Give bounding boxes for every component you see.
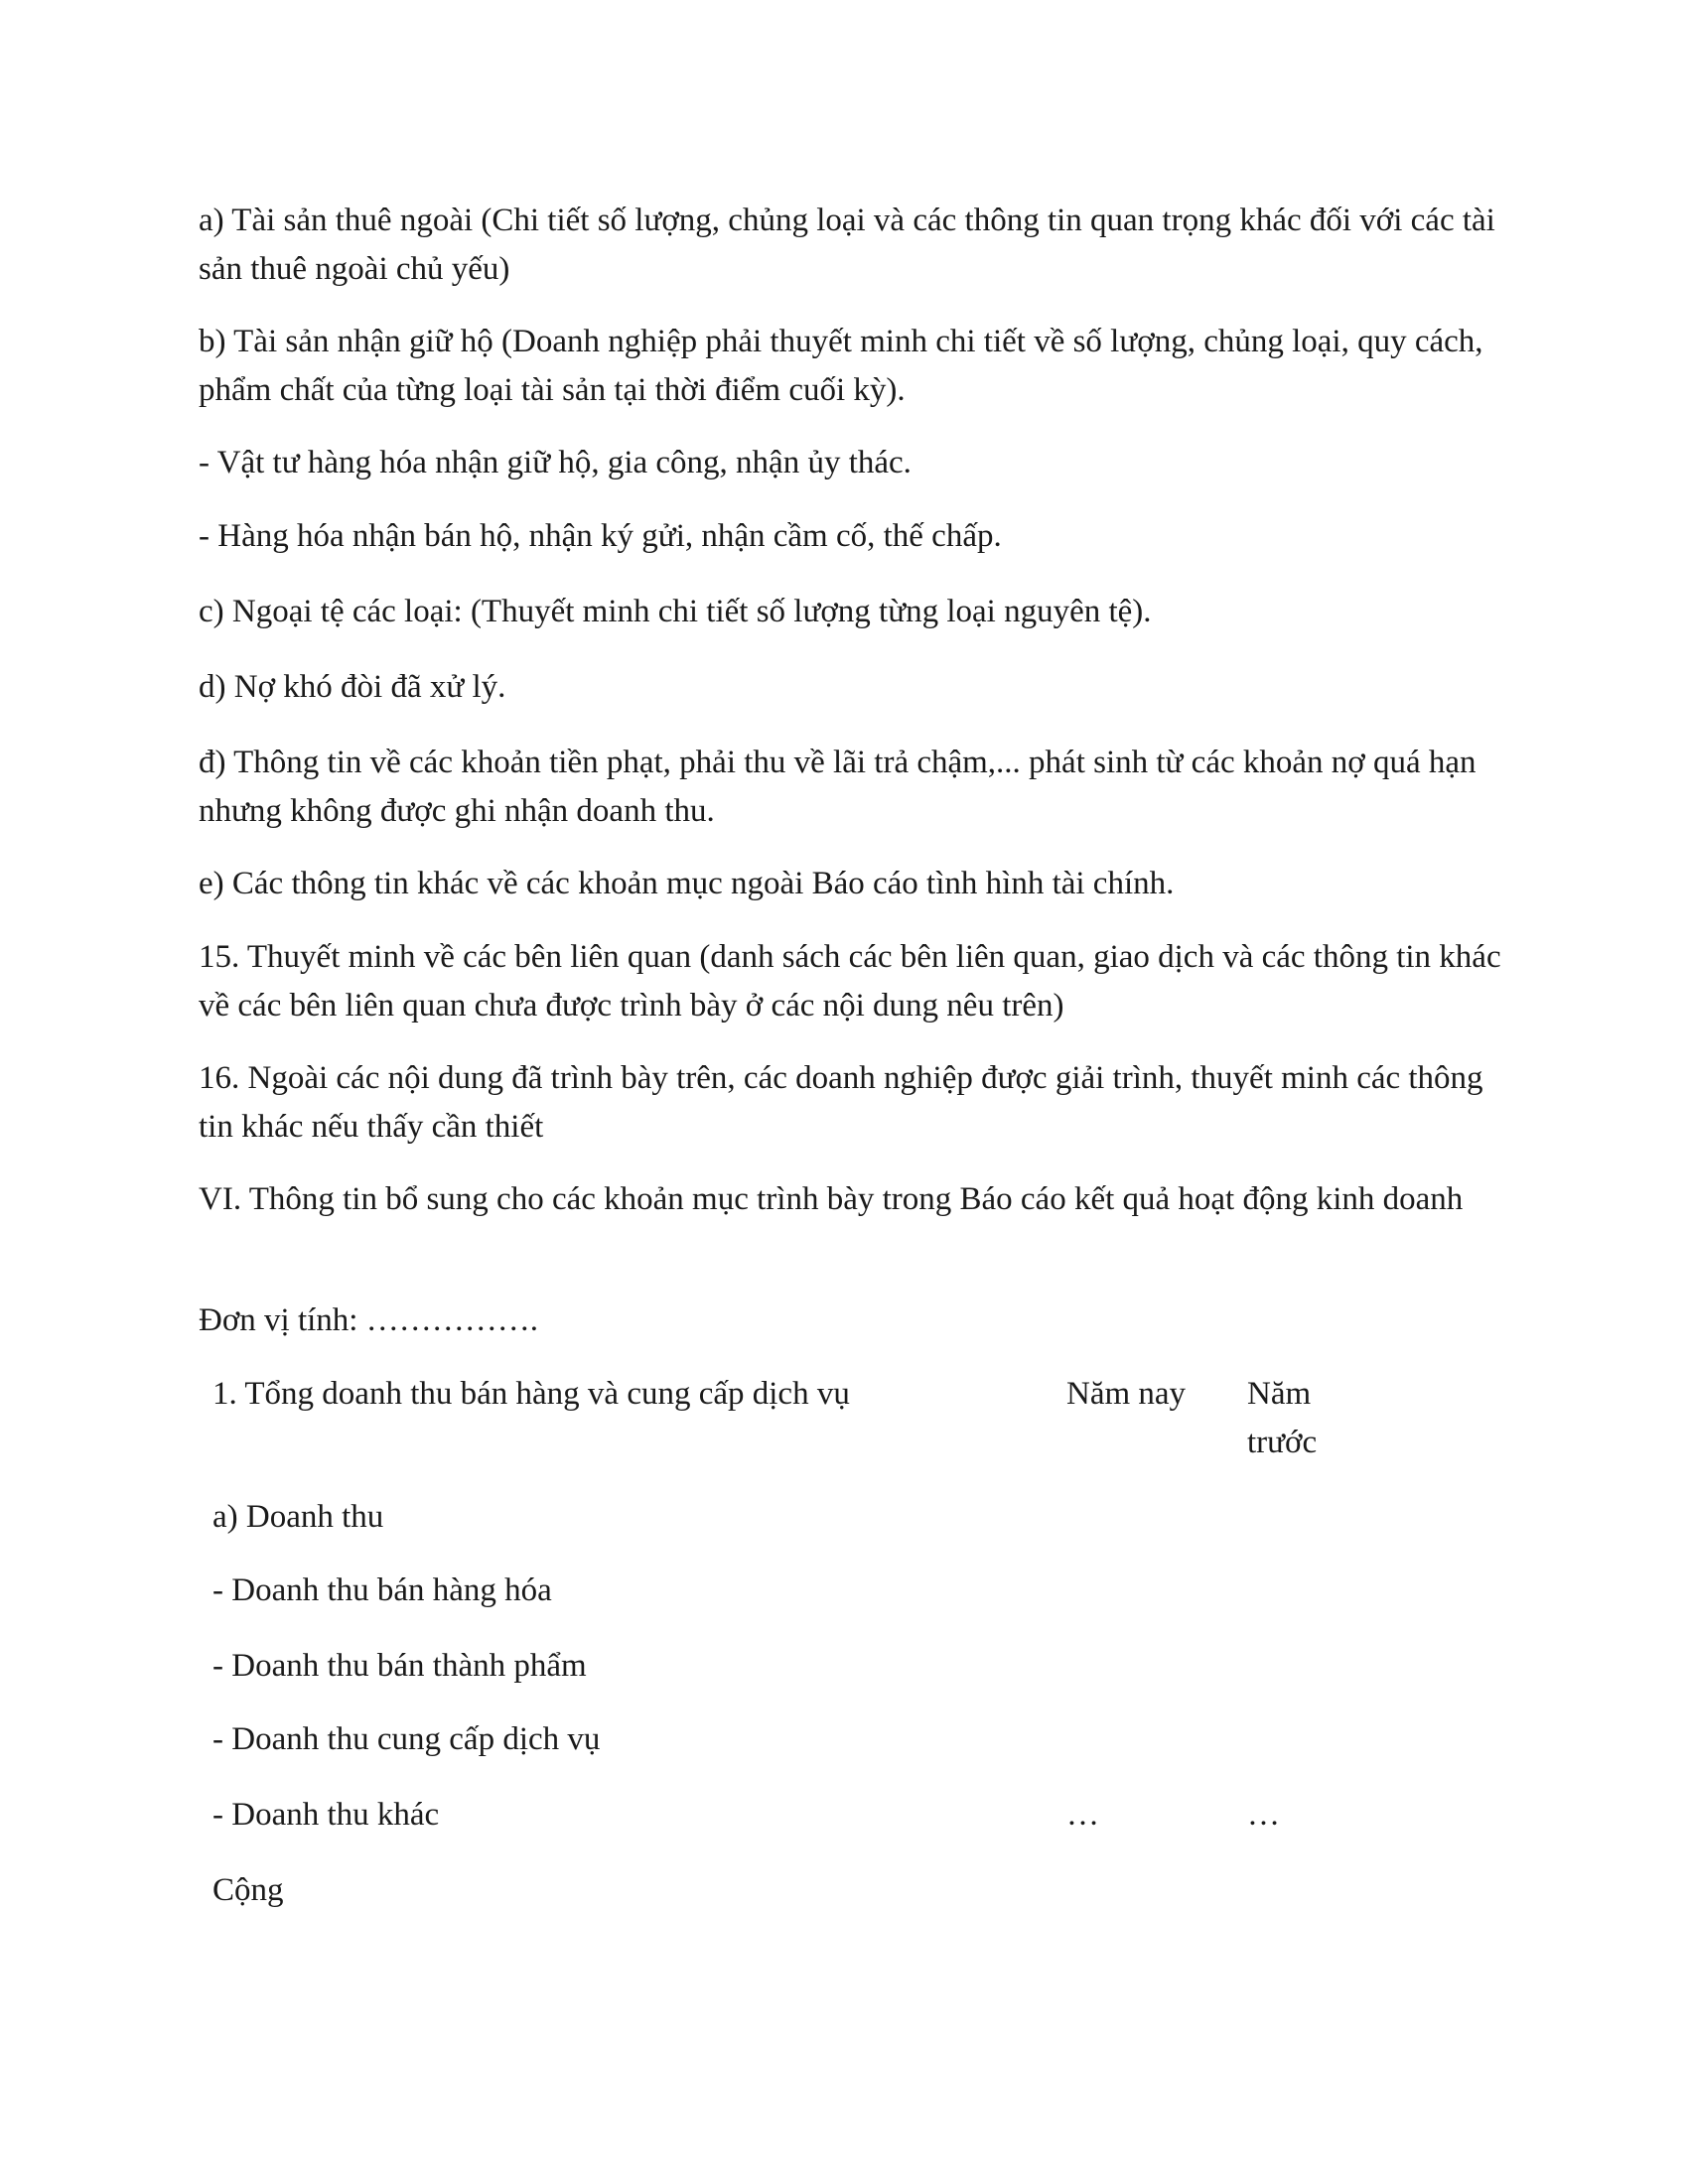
header-previous-year: Năm trước: [1247, 1376, 1318, 1460]
header-current-year: Năm nay: [1066, 1376, 1187, 1412]
paragraph-related-parties: 15. Thuyết minh về các bên liên quan (danh sách các bên liên quan, giao dịch và các thông tin khác về các bên liên quan chưa được trình bày ở các nội dung nêu trên): [199, 939, 1501, 1024]
header-item: 1. Tổng doanh thu bán hàng và cung cấp dịch vụ: [212, 1376, 850, 1412]
table-row-total: [212, 1866, 1503, 1966]
row-item: a) Doanh thu: [212, 1499, 384, 1535]
row-previous-year: …: [1247, 1797, 1280, 1833]
row-item: - Doanh thu bán hàng hóa: [212, 1572, 552, 1608]
paragraph-goods-consignment: - Hàng hóa nhận bán hộ, nhận ký gửi, nhận cầm cố, thế chấp.: [199, 518, 1002, 554]
row-item: - Doanh thu khác: [212, 1797, 440, 1833]
row-current-year: …: [1066, 1797, 1099, 1833]
paragraph-assets-held: b) Tài sản nhận giữ hộ (Doanh nghiệp phải thuyết minh chi tiết về số lượng, chủng loại, quy cách, phẩm chất của từng loại tài sản tại thời điểm cuối kỳ).: [199, 324, 1483, 408]
paragraph-leased-assets: a) Tài sản thuê ngoài (Chi tiết số lượng, chủng loại và các thông tin quan trọng khác đối với các tài sản thuê ngoài chủ yếu): [199, 203, 1495, 287]
paragraph-materials-held: - Vật tư hàng hóa nhận giữ hộ, gia công, nhận ủy thác.: [199, 445, 912, 480]
row-item: - Doanh thu cung cấp dịch vụ: [212, 1721, 601, 1757]
paragraph-other-info: 16. Ngoài các nội dung đã trình bày trên, các doanh nghiệp được giải trình, thuyết minh các thông tin khác nếu thấy cần thiết: [199, 1060, 1483, 1145]
paragraph-foreign-currency: c) Ngoại tệ các loại: (Thuyết minh chi tiết số lượng từng loại nguyên tệ).: [199, 594, 1152, 629]
row-item: Cộng: [212, 1872, 284, 1908]
paragraph-off-statement: e) Các thông tin khác về các khoản mục ngoài Báo cáo tình hình tài chính.: [199, 866, 1175, 901]
paragraph-penalties: đ) Thông tin về các khoản tiền phạt, phải thu về lãi trả chậm,... phát sinh từ các khoản nợ quá hạn nhưng không được ghi nhận doanh thu.: [199, 745, 1477, 829]
table-header-row: [212, 1370, 1503, 1469]
row-item: - Doanh thu bán thành phẩm: [212, 1648, 587, 1684]
section-heading-vi: VI. Thông tin bổ sung cho các khoản mục trình bày trong Báo cáo kết quả hoạt động kinh doanh: [199, 1181, 1464, 1217]
unit-line: Đơn vị tính: …………….: [199, 1302, 538, 1338]
paragraph-bad-debts: d) Nợ khó đòi đã xử lý.: [199, 669, 506, 705]
